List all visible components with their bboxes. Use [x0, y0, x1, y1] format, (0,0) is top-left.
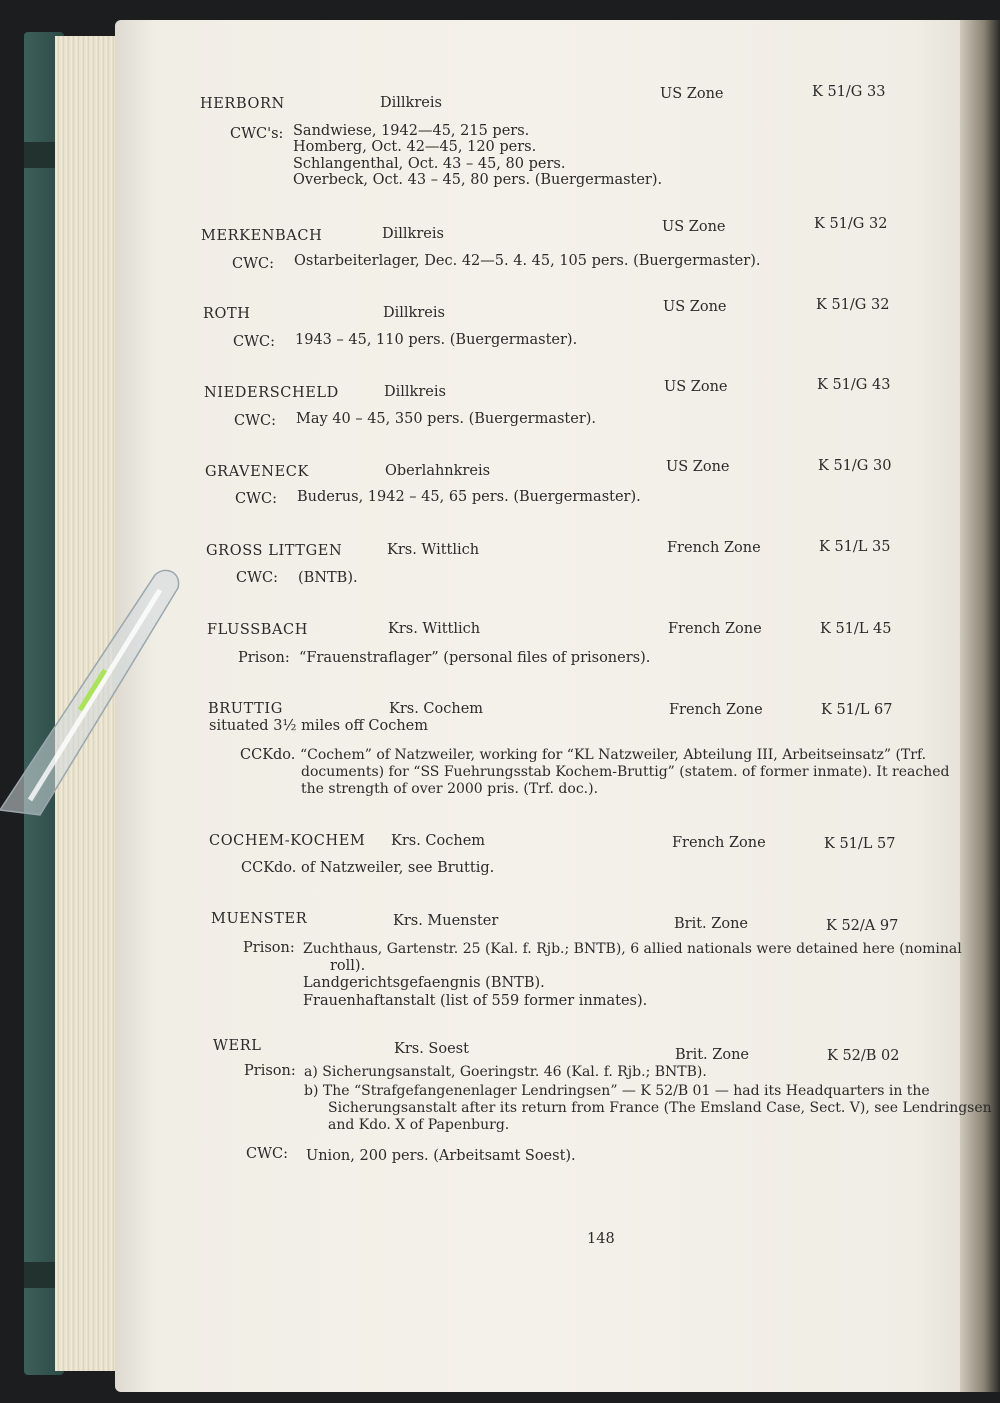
map-ref: K 51/L 35 — [819, 539, 891, 555]
entry-line: Zuchthaus, Gartenstr. 25 (Kal. f. Rjb.; BNTB), 6 allied nationals were detained here (nominal — [303, 941, 962, 957]
entry-label: Prison: — [238, 650, 290, 666]
map-ref: K 51/L 67 — [821, 702, 893, 718]
zone: US Zone — [660, 86, 724, 102]
entry-line: b) The “Strafgefangenenlager Lendringsen” — K 52/B 01 — had its Headquarters in the — [304, 1083, 930, 1099]
town-name: ROTH — [203, 306, 251, 322]
map-ref: K 51/G 43 — [817, 377, 891, 393]
district: Krs. Cochem — [389, 701, 484, 717]
entry-label: CCKdo. — [240, 747, 296, 763]
town-name: BRUTTIG — [208, 701, 283, 717]
town-name: NIEDERSCHELD — [204, 385, 339, 401]
district: Krs. Wittlich — [387, 542, 480, 558]
zone: Brit. Zone — [674, 916, 748, 932]
entry-label: CWC: — [233, 334, 275, 350]
town-name: MERKENBACH — [201, 228, 323, 244]
zone: French Zone — [669, 702, 763, 718]
district: Dillkreis — [383, 305, 445, 321]
entry-line: Union, 200 pers. (Arbeitsamt Soest). — [306, 1148, 576, 1164]
page-number: 148 — [587, 1231, 615, 1247]
map-ref: K 51/L 45 — [820, 621, 892, 637]
map-ref: K 52/B 02 — [827, 1048, 900, 1064]
town-name: COCHEM-KOCHEM — [209, 833, 366, 849]
entry-line: (BNTB). — [298, 570, 358, 586]
entry-line: Frauenhaftanstalt (list of 559 former inmates). — [303, 993, 648, 1009]
entry-line: a) Sicherungsanstalt, Goeringstr. 46 (Kal. f. Rjb.; BNTB). — [304, 1064, 707, 1080]
entry-line: and Kdo. X of Papenburg. — [328, 1117, 510, 1133]
map-ref: K 51/G 30 — [818, 458, 892, 474]
district: Dillkreis — [384, 384, 446, 400]
entry-label: CWC's: — [230, 126, 284, 142]
entry-line: Landgerichtsgefaengnis (BNTB). — [303, 975, 545, 991]
map-ref: K 51/G 32 — [814, 216, 888, 232]
entry-line: documents) for “SS Fuehrungsstab Kochem-Bruttig” (statem. of former inmate). It reached — [301, 764, 950, 780]
entry-line: Homberg, Oct. 42—45, 120 pers. — [293, 139, 537, 155]
entry-label: CWC: — [232, 256, 274, 272]
entry-line: Sandwiese, 1942—45, 215 pers. — [293, 123, 530, 139]
map-ref: K 51/G 33 — [812, 84, 886, 100]
district: Oberlahnkreis — [385, 463, 491, 479]
book-gutter — [960, 20, 1000, 1392]
entry-line: CCKdo. of Natzweiler, see Bruttig. — [241, 860, 495, 876]
district: Krs. Soest — [394, 1041, 469, 1057]
entry-label: CWC: — [246, 1146, 288, 1162]
town-name: WERL — [213, 1038, 262, 1054]
zone: French Zone — [668, 621, 762, 637]
zone: Brit. Zone — [675, 1047, 749, 1063]
entry-line: 1943 – 45, 110 pers. (Buergermaster). — [295, 332, 578, 348]
zone: French Zone — [667, 540, 761, 556]
entry-line: Sicherungsanstalt after its return from France (The Emsland Case, Sect. V), see Lendringsen — [328, 1100, 992, 1116]
situated-note: situated 3½ miles off Cochem — [209, 718, 428, 734]
town-name: MUENSTER — [211, 911, 308, 927]
district: Krs. Muenster — [393, 913, 499, 929]
entry-line: roll). — [330, 958, 366, 974]
district: Krs. Cochem — [391, 833, 486, 849]
map-ref: K 51/L 57 — [824, 836, 896, 852]
town-name: FLUSSBACH — [207, 622, 308, 638]
entry-line: Ostarbeiterlager, Dec. 42—5. 4. 45, 105 pers. (Buergermaster). — [294, 253, 761, 269]
town-name: HERBORN — [200, 96, 285, 112]
town-name: GROSS LITTGEN — [206, 543, 343, 559]
entry-line: May 40 – 45, 350 pers. (Buergermaster). — [296, 411, 597, 427]
entry-label: CWC: — [234, 413, 276, 429]
map-ref: K 52/A 97 — [826, 918, 899, 934]
entry-label: Prison: — [244, 1063, 296, 1079]
entry-line: Schlangenthal, Oct. 43 – 45, 80 pers. — [293, 156, 566, 172]
zone: US Zone — [662, 219, 726, 235]
district: Dillkreis — [380, 95, 442, 111]
entry-line: “Cochem” of Natzweiler, working for “KL Natzweiler, Abteilung III, Arbeitseinsatz” (Trf. — [300, 747, 927, 763]
map-ref: K 51/G 32 — [816, 297, 890, 313]
district: Dillkreis — [382, 226, 444, 242]
entry-label: CWC: — [235, 491, 277, 507]
entry-line: Overbeck, Oct. 43 – 45, 80 pers. (Buergermaster). — [293, 172, 663, 188]
zone: US Zone — [663, 299, 727, 315]
zone: French Zone — [672, 835, 766, 851]
town-name: GRAVENECK — [205, 464, 309, 480]
entry-line: Buderus, 1942 – 45, 65 pers. (Buergermaster). — [297, 489, 641, 505]
zone: US Zone — [664, 379, 728, 395]
entry-label: Prison: — [243, 940, 295, 956]
zone: US Zone — [666, 459, 730, 475]
entry-label: CWC: — [236, 570, 278, 586]
entry-line: “Frauenstraflager” (personal files of prisoners). — [299, 650, 651, 666]
entry-line: the strength of over 2000 pris. (Trf. doc.). — [301, 781, 599, 797]
district: Krs. Wittlich — [388, 621, 481, 637]
